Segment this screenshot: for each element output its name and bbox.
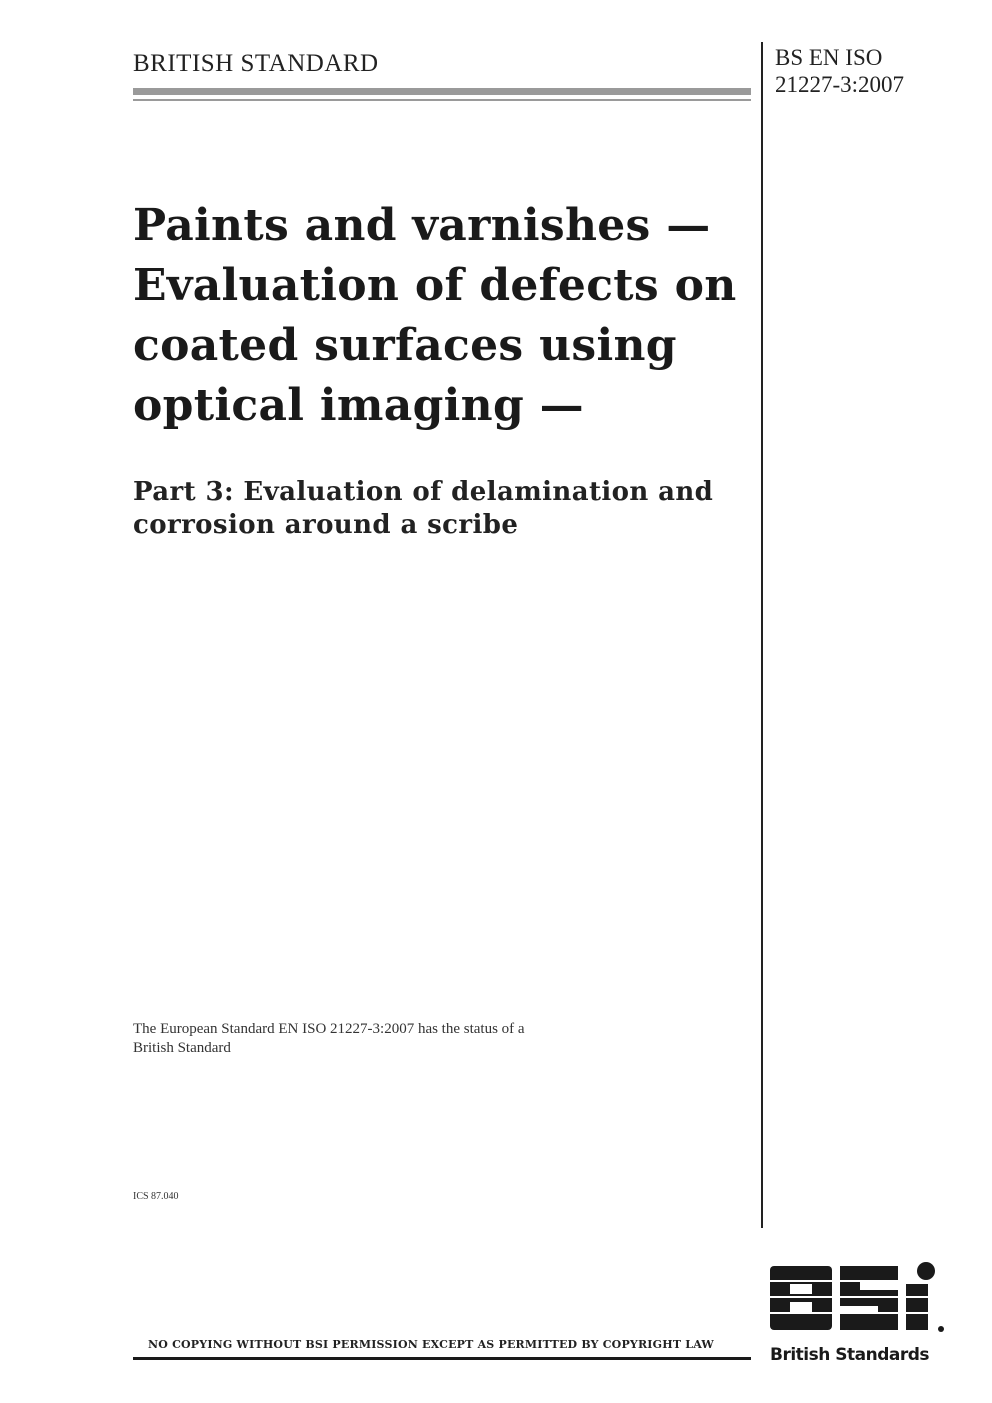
title-line-1: Paints and varnishes — <box>133 200 711 251</box>
title-line-3: coated surfaces using <box>133 320 677 371</box>
subtitle-line-2: corrosion around a scribe <box>133 510 519 540</box>
footer-rule <box>133 1357 751 1360</box>
standard-number <box>775 44 904 98</box>
status-note <box>133 1020 753 1058</box>
title-line-4: optical imaging — <box>133 380 584 431</box>
ics-code: ICS 87.040 <box>133 1191 179 1202</box>
status-note-line-1: The European Standard EN ISO 21227-3:2007 has the status of a <box>133 1021 525 1037</box>
document-title <box>133 196 753 436</box>
subtitle-line-1: Part 3: Evaluation of delamination and <box>133 477 714 507</box>
status-note-line-2: British Standard <box>133 1040 231 1056</box>
header-rule-thin <box>133 99 751 101</box>
copyright-notice: NO COPYING WITHOUT BSI PERMISSION EXCEPT AS PERMITTED BY COPYRIGHT LAW <box>148 1338 714 1351</box>
standard-number-line-1: BS EN ISO <box>775 45 883 70</box>
margin-vertical-rule <box>761 42 763 1228</box>
bsi-tagline: British Standards <box>770 1345 930 1365</box>
header-rule-thick <box>133 88 751 95</box>
series-label: BRITISH STANDARD <box>133 50 379 77</box>
document-subtitle <box>133 476 753 542</box>
standard-number-line-2: 21227-3:2007 <box>775 72 905 97</box>
title-line-2: Evaluation of defects on <box>133 260 737 311</box>
